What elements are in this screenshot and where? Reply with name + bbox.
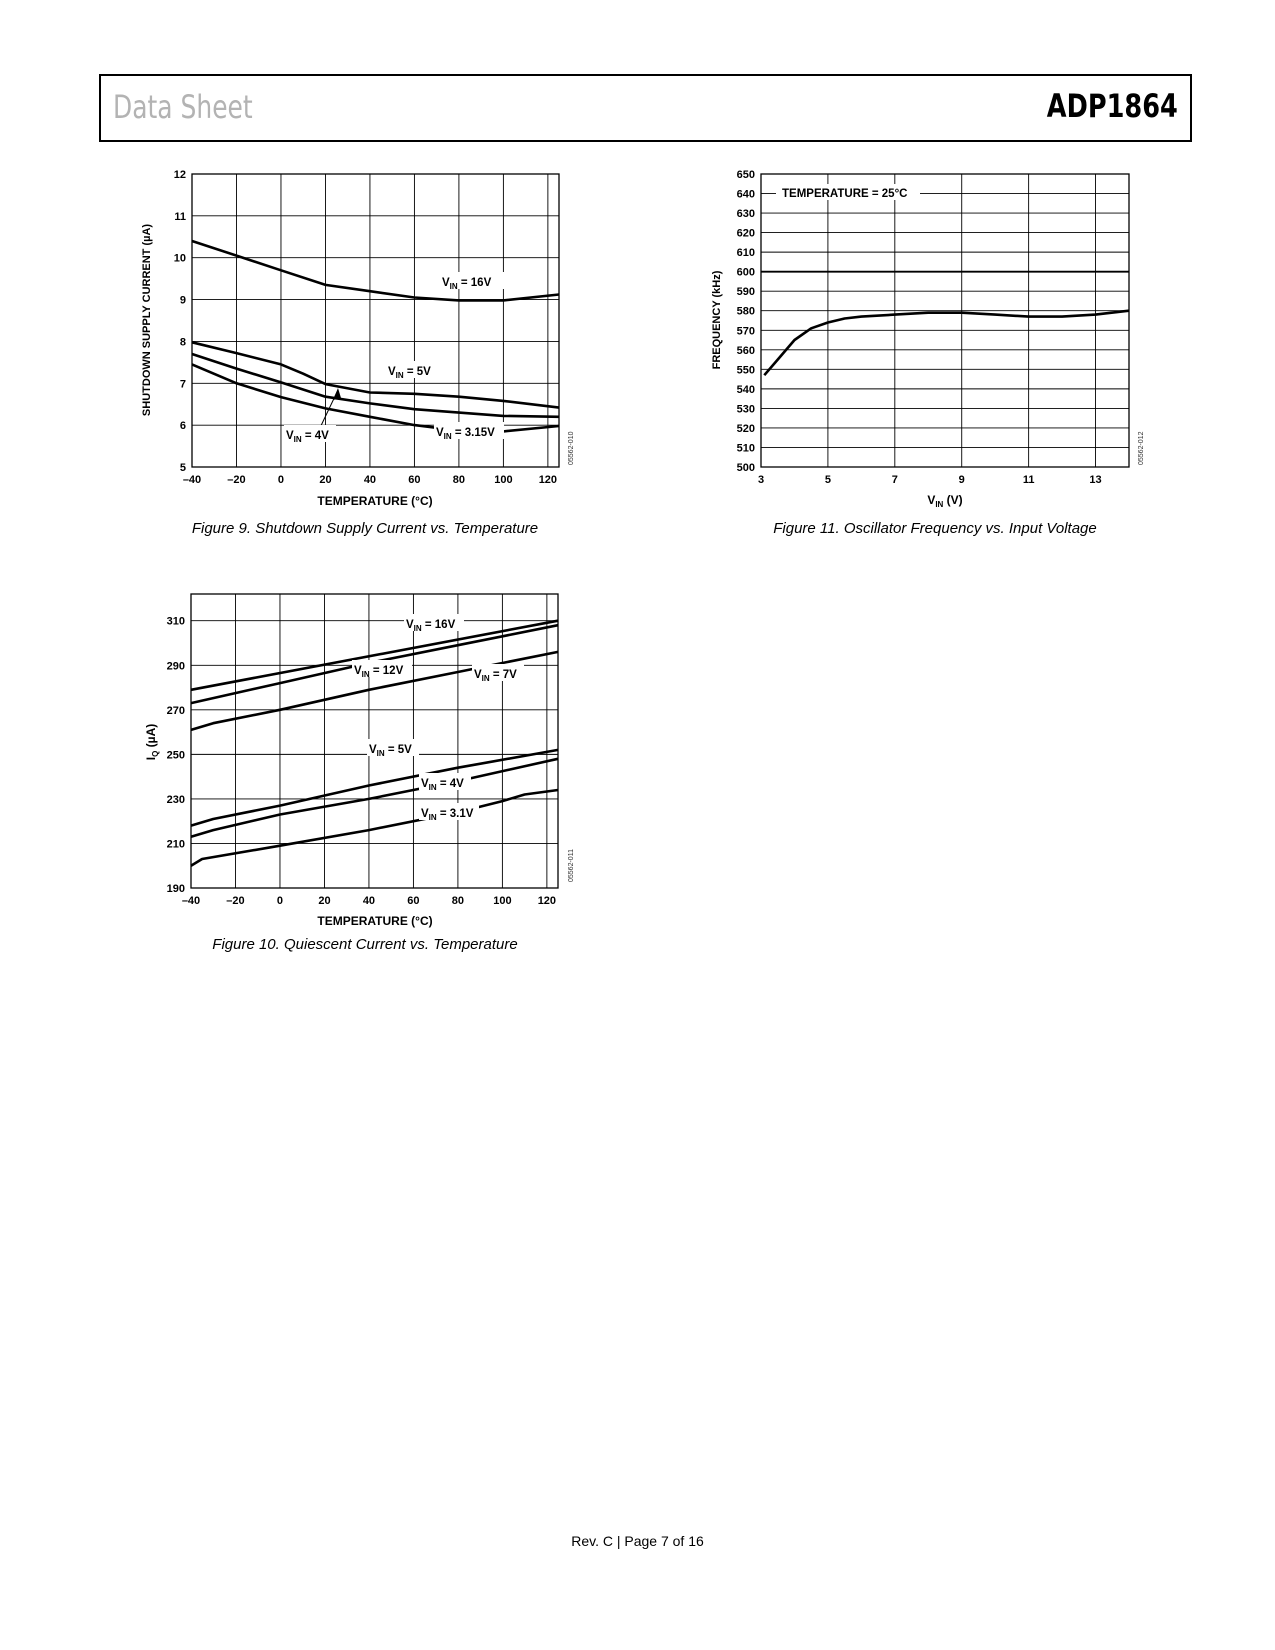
annotation-sub: IN	[361, 670, 370, 679]
x-tick-label: 11	[1022, 474, 1035, 486]
plot-area	[761, 174, 1129, 467]
y-tick-label: 520	[736, 422, 755, 435]
y-tick-label: 210	[166, 838, 185, 851]
figure-11-caption: Figure 11. Oscillator Frequency vs. Input Voltage	[773, 520, 1097, 537]
annotation-main: V	[369, 744, 377, 756]
x-tick-label: 3	[757, 474, 765, 486]
x-tick-label: –20	[227, 474, 246, 486]
y-tick-label: 310	[166, 615, 185, 628]
svg-text:VIN = 16V	[406, 619, 456, 633]
x-tick-label: 20	[319, 474, 332, 486]
annotation-main: V	[442, 277, 450, 289]
annotation-main: V	[421, 808, 429, 820]
annotation-vin-16v	[440, 272, 528, 291]
annotation-vin-16v	[404, 614, 464, 633]
y-tick-label: 610	[736, 247, 755, 260]
annotation-vin-3-15v	[434, 422, 504, 441]
y-tick-label: 630	[736, 208, 755, 221]
y-axis-label-sub: Q	[151, 750, 160, 757]
figure-code: 05562-012	[1138, 431, 1145, 465]
x-tick-labels	[183, 474, 557, 486]
annotation-vin-5v	[367, 739, 419, 758]
y-axis-label-main: I	[144, 756, 158, 761]
x-tick-label: –40	[182, 474, 202, 486]
svg-text:VIN = 4V	[421, 778, 464, 792]
x-tick-labels	[182, 895, 556, 907]
x-tick-label: 40	[362, 895, 376, 907]
x-tick-label: –20	[226, 895, 245, 907]
x-axis-label	[927, 493, 962, 509]
x-axis-label: TEMPERATURE (°C)	[317, 494, 433, 508]
figure-code: 05562-011	[568, 849, 575, 882]
y-tick-label: 650	[736, 169, 755, 181]
x-tick-label: 13	[1089, 474, 1102, 486]
annotation-vin-7v	[472, 664, 524, 683]
x-tick-label: 20	[318, 895, 331, 907]
x-tick-label: 120	[537, 895, 557, 907]
annotation-rest: = 5V	[384, 744, 412, 756]
chart-fig11-oscillator-frequency	[700, 160, 1170, 510]
y-tick-label: 620	[736, 227, 755, 240]
annotation-main: V	[406, 619, 414, 631]
y-tick-label: 550	[736, 364, 755, 377]
y-axis-label	[144, 724, 160, 760]
y-axis-label: FREQUENCY (kHz)	[711, 270, 723, 370]
y-tick-label: 230	[166, 793, 185, 806]
annotation-rest: = 5V	[403, 366, 431, 378]
annotation-vin-3-1v	[419, 803, 479, 822]
svg-text:VIN = 5V	[369, 744, 412, 758]
y-tick-labels	[174, 169, 186, 474]
y-tick-label: 290	[166, 660, 185, 673]
annotation-vin-12v	[352, 660, 412, 679]
y-tick-label: 190	[166, 883, 185, 895]
x-tick-labels	[758, 474, 1102, 486]
x-tick-label: 80	[451, 895, 465, 907]
header-doc-type: Data Sheet	[113, 88, 253, 126]
annotation-rest: = 3.1V	[436, 808, 474, 820]
page-footer: Rev. C | Page 7 of 16	[571, 1533, 704, 1549]
chart-fig10-quiescent-current	[130, 580, 600, 930]
svg-text:VIN = 16V	[442, 277, 492, 291]
annotation-sub: IN	[428, 783, 437, 792]
y-axis-label: SHUTDOWN SUPPLY CURRENT (µA)	[141, 223, 153, 417]
y-tick-label: 7	[179, 378, 186, 391]
annotation-temperature	[776, 184, 920, 200]
x-tick-label: 7	[891, 474, 898, 486]
annotation-sub: IN	[376, 749, 385, 758]
x-axis-label-sub: IN	[935, 500, 944, 509]
x-tick-label: 80	[452, 474, 466, 486]
y-tick-label: 580	[736, 305, 755, 318]
y-tick-label: 12	[173, 169, 186, 181]
x-tick-label: 0	[277, 474, 285, 486]
annotation-rest: = 16V	[421, 619, 456, 631]
annotation-sub: IN	[481, 674, 490, 683]
annotation-sub: IN	[395, 371, 404, 380]
y-tick-label: 560	[736, 344, 755, 357]
page-header	[99, 74, 1192, 142]
annotation-main: V	[354, 665, 362, 677]
x-tick-label: 100	[494, 474, 513, 486]
annotation-rest: = 7V	[489, 669, 517, 681]
chart-fig9-shutdown-current	[130, 160, 600, 510]
y-tick-label: 9	[179, 294, 186, 307]
y-tick-label: 540	[736, 383, 755, 396]
y-axis-label-rest: (µA)	[144, 723, 158, 751]
x-axis-label: TEMPERATURE (°C)	[317, 914, 433, 928]
annotation-rest: = 4V	[301, 430, 329, 442]
x-tick-label: –40	[181, 895, 201, 907]
y-tick-label: 6	[179, 420, 186, 433]
annotation-rest: = 3.15V	[451, 427, 495, 439]
x-axis-label-main: V	[927, 493, 936, 507]
annotation-vin-5v	[386, 361, 438, 380]
y-tick-label: 590	[736, 286, 755, 299]
x-tick-label: 5	[824, 474, 831, 486]
annotation-vin-4v	[419, 773, 471, 792]
y-tick-label: 570	[736, 325, 755, 338]
figure-code: 05562-010	[568, 431, 575, 465]
annotation-rest: = 12V	[369, 665, 404, 677]
y-tick-label: 500	[736, 462, 755, 474]
x-tick-label: 100	[493, 895, 512, 907]
y-tick-label: 5	[179, 462, 186, 474]
annotation-main: V	[474, 669, 482, 681]
annotation-sub: IN	[443, 432, 452, 441]
y-tick-label: 640	[736, 188, 755, 201]
x-tick-label: 60	[408, 474, 421, 486]
annotation-rest: = 16V	[457, 277, 492, 289]
y-tick-label: 600	[736, 266, 755, 279]
svg-text:VIN = 5V	[388, 366, 431, 380]
annotation-main: V	[436, 427, 444, 439]
annotation-main: V	[421, 778, 429, 790]
x-tick-label: 40	[363, 474, 377, 486]
svg-text:VIN = 12V	[354, 665, 404, 679]
annotation-main: V	[286, 430, 294, 442]
svg-text:VIN = 7V	[474, 669, 517, 683]
figure-10-caption: Figure 10. Quiescent Current vs. Temperature	[212, 936, 518, 953]
y-tick-label: 8	[179, 336, 186, 349]
svg-text:VIN = 4V	[286, 430, 329, 444]
annotation-rest: = 4V	[436, 778, 464, 790]
x-tick-label: 9	[958, 474, 965, 486]
header-part-number: ADP1864	[1046, 87, 1178, 125]
y-tick-label: 11	[174, 210, 186, 223]
y-tick-label: 510	[736, 442, 755, 455]
annotation-sub: IN	[428, 813, 437, 822]
x-axis-label-rest: (V)	[943, 493, 963, 507]
y-tick-labels	[737, 169, 755, 474]
annotation-sub: IN	[293, 435, 302, 444]
x-tick-label: 120	[538, 474, 558, 486]
annotation-sub: IN	[413, 624, 422, 633]
figure-9-caption: Figure 9. Shutdown Supply Current vs. Temperature	[191, 520, 539, 537]
annotation-sub: IN	[449, 282, 458, 291]
y-tick-label: 250	[166, 749, 185, 762]
annotation-main: V	[388, 366, 396, 378]
y-tick-labels	[167, 616, 185, 895]
x-tick-label: 60	[407, 895, 420, 907]
y-tick-label: 530	[736, 403, 755, 416]
y-tick-label: 10	[173, 252, 186, 265]
annotation-temperature-text: TEMPERATURE = 25°C	[782, 188, 908, 200]
y-tick-label: 270	[166, 704, 185, 717]
x-tick-label: 0	[276, 895, 284, 907]
